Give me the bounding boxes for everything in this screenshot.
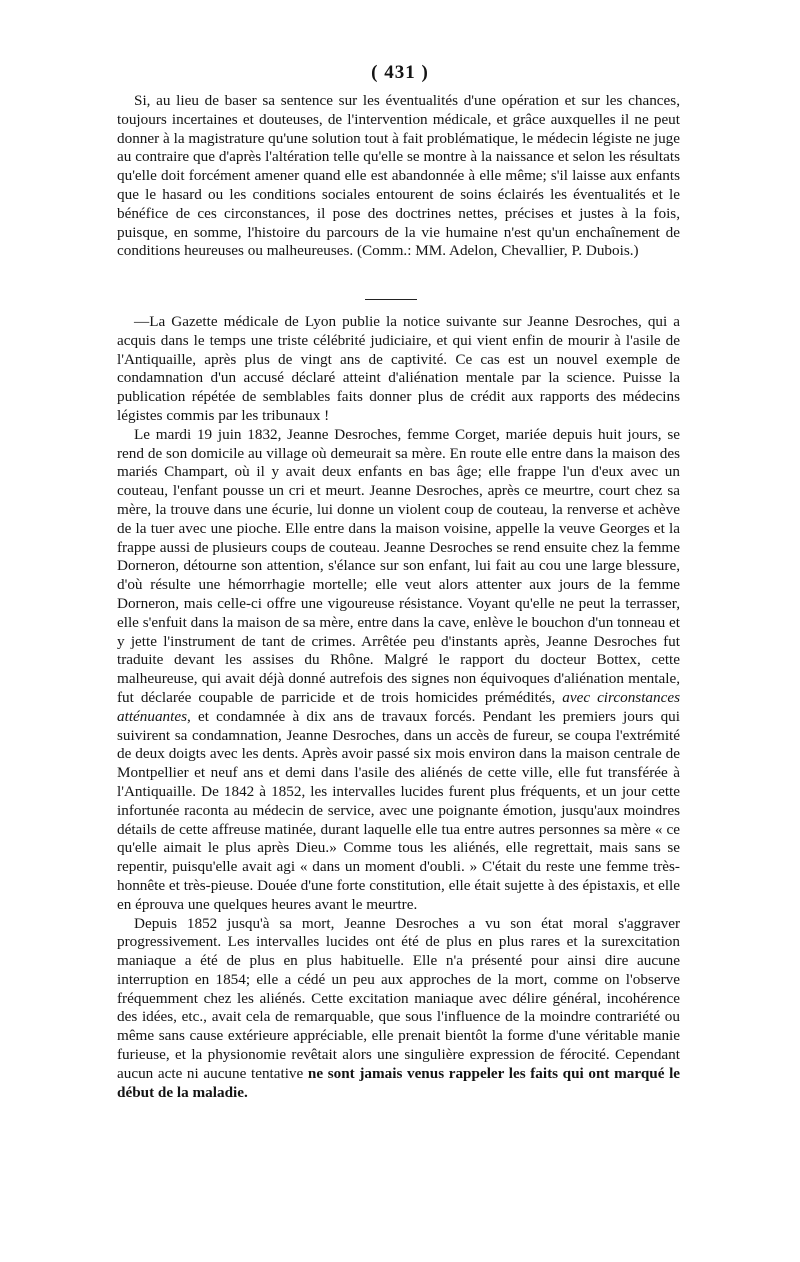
paragraph-commission-conclusion: Si, au lieu de baser sa sentence sur les éventualités d'une opération et sur les chances, toujours incertaines et douteuses, de l'intervention médicale, et grâce auxquelles il ne peut donner à la magistrature qu'une solution tout à fait problématique, le médecin légiste ne juge au contraire que d'après l'altération telle qu'elle se montre à la naissance et selon les résultats qu'elle doit forcément amener quand elle est abandonnée à elle même; s'il laisse aux enfants que le hasard ou les conditions sociales entourent de soins éclairés les éventualités et le bénéfice de ces circonstances, il pose des doctrines nettes, précises et justes à la fois, puisque, en somme, l'histoire du parcours de la vie humaine n'est qu'un enchaînement de conditions heureuses ou malheureuses. (Comm.: MM. Adelon, Chevallier, P. Dubois.) bbox=[117, 92, 680, 260]
paragraph-gazette-intro: —La Gazette médicale de Lyon publie la notice suivante sur Jeanne Desroches, qui a acquis dans le temps une triste célébrité judiciaire, et qui vient enfin de mourir à l'asile de l'Antiquaille, après plus de vingt ans de captivité. Ce cas est un nouvel exemple de condamnation d'un accusé déclaré atteint d'aliénation mentale par la science. Puisse la publication répétée de semblables faits donner plus de crédit aux rapports des médecins légistes commis par les tribunaux ! bbox=[117, 313, 680, 424]
page-number: ( 431 ) bbox=[371, 62, 429, 83]
article-commission-report bbox=[117, 92, 680, 261]
crime-account-continuation: , et condamnée à dix ans de travaux forcés. Pendant les premiers jours qui suivirent sa condamnation, Jeanne Desroches, dans un accès de fureur, se coupa l'extrémité de deux doigts avec les dents. Après avoir passé six mois environ dans la maison centrale de Montpellier et neuf ans et demi dans l'asile des aliénés de cette ville, elle fut transférée à l'Antiquaille. De 1842 à 1852, les intervalles lucides furent plus fréquents, et un jour cette infortunée raconta au médecin de service, avec une poignante émotion, jusqu'aux moindres détails de cette affreuse matinée, durant laquelle elle tua entre autres personnes sa mère « ce qu'elle aimait le plus après Dieu.» Comme tous les aliénés, elle regrettait, mais sans se repentir, puisqu'elle avait agi « dans un moment d'oubli. » C'était du reste une femme très-honnête et très-pieuse. Douée d'une forte constitution, elle était sujette à des épistaxis, et elle en éprouva une quelques heures avant le meurtre. bbox=[117, 707, 680, 913]
article-jeanne-desroches bbox=[117, 313, 680, 1102]
emphasis-attenuating-circumstances: avec circonstances atténuantes bbox=[117, 688, 681, 725]
final-years-text: Depuis 1852 jusqu'à sa mort, Jeanne Desroches a vu son état moral s'aggraver progressivement. Les intervalles lucides ont été de plus en plus rares et la surexcitation maniaque a été de plus en plus habituelle. Elle n'a présenté pour ainsi dire aucune interruption en 1854; elle a cédé un peu aux approches de la mort, comme on l'observe fréquemment chez les aliénés. Cette excitation maniaque avec délire général, incohérence des idées, etc., avait cela de remarquable, que sous l'influence de la moindre contrariété ou même sans cause extérieure appréciable, elle prenait bientôt la forme d'une véritable manie furieuse, et la physionomie revêtait alors une singulière expression de férocité. Cependant aucun acte ni aucune tentative bbox=[117, 914, 680, 1082]
paragraph-final-years bbox=[117, 915, 680, 1103]
crime-account-text: Le mardi 19 juin 1832, Jeanne Desroches, femme Corget, mariée depuis huit jours, se rend de son domicile au village où demeurait sa mère. En route elle entre dans la maison des mariés Champart, où il y avait deux enfants en bas âge; elle frappe l'un d'eux avec un couteau, l'enfant pousse un cri et meurt. Jeanne Desroches, après ce meurtre, court chez sa mère, la trouve dans une écurie, lui donne un violent coup de couteau, la renverse et achève de la tuer avec une pioche. Elle entre dans la maison voisine, appelle la veuve Georges et la frappe aussi de plusieurs coups de couteau. Jeanne Desroches se rend ensuite chez la femme Dorneron, détourne son attention, s'élance sur son enfant, lui fait au cou une large blessure, d'où résulte une hémorrhagie mortelle; elle veut alors attenter aux jours de la femme Dorneron, mais celle-ci offre une vigoureuse résistance. Voyant qu'elle ne peut la terrasser, elle s'enfuit dans la maison de sa mère, entre dans la cave, enlève le bouchon d'un tonneau et y jette l'instrument de tant de crimes. Arrêtée peu d'instants après, Jeanne Desroches fut traduite devant les assises du Rhône. Malgré le rapport du docteur Bottex, cette malheureuse, qui avait déjà donné autrefois des signes non équivoques d'aliénation mentale, fut déclarée coupable de parricide et de trois homicides prémédités, bbox=[117, 425, 680, 706]
section-separator-rule bbox=[365, 299, 417, 300]
final-years-closing: ne sont jamais venus rappeler les faits qui ont marqué le début de la maladie. bbox=[117, 1064, 681, 1101]
paragraph-crime-account bbox=[117, 426, 680, 915]
